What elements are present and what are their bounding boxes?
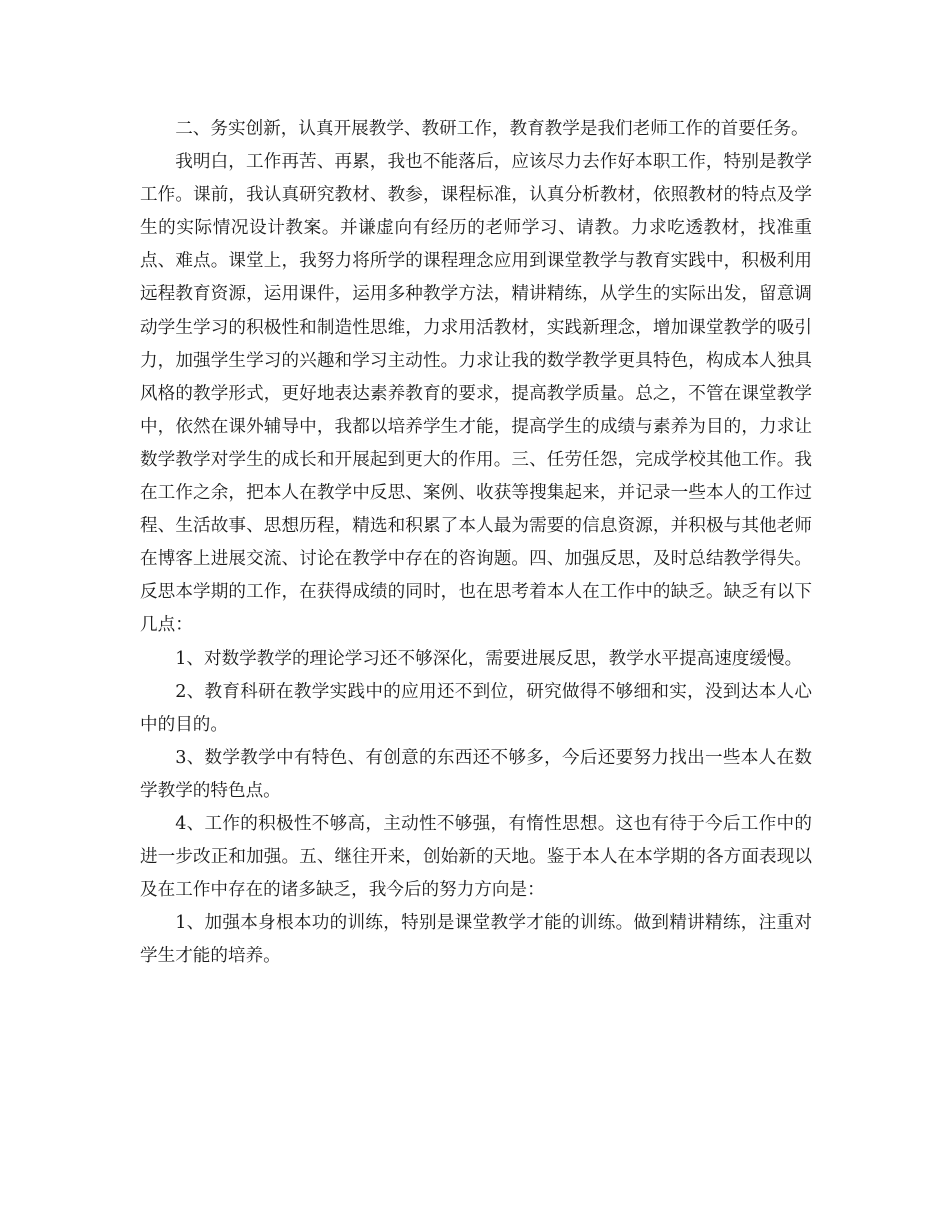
paragraph-direction-1: 1、加强本身根本功的训练，特别是课堂教学才能的训练。做到精讲精练，注重对学生才能的培养。: [140, 913, 812, 967]
paragraph-shortcoming-3: 3、数学教学中有特色、有创意的东西还不够多，今后还要努力找出一些本人在数学教学的特色点。: [140, 747, 812, 801]
paragraph-teaching-work: 我明白，工作再苦、再累，我也不能落后，应该尽力去作好本职工作，特别是教学工作。课前，我认真研究教材、教参，课程标准，认真分析教材，依照教材的特点及学生的实际情况设计教案。并谦虚向有经历的老师学习、请教。力求吃透教材，找准重点、难点。课堂上，我努力将所学的课程理念应用到课堂教学与教育实践中，积极利用远程教育资源，运用课件，运用多种教学方法，精讲精练，从学生的实际出发，留意调动学生学习的积极性和制造性思维，力求用活教材，实践新理念，增加课堂教学的吸引力，加强学生学习的兴趣和学习主动性。力求让我的数学教学更具特色，构成本人独具风格的教学形式，更好地表达素养教育的要求，提高教学质量。总之，不管在课堂教学中，依然在课外辅导中，我都以培养学生才能，提高学生的成绩与素养为目的，力求让数学教学对学生的成长和开展起到更大的作用。三、任劳任怨，完成学校其他工作。我在工作之余，把本人在教学中反思、案例、收获等搜集起来，并记录一些本人的工作过程、生活故事、思想历程，精选和积累了本人最为需要的信息资源，并积极与其他老师在博客上进展交流、讨论在教学中存在的咨询题。四、加强反思，及时总结教学得失。反思本学期的工作，在获得成绩的同时，也在思考着本人在工作中的缺乏。缺乏有以下几点：: [140, 152, 812, 636]
paragraph-shortcoming-2: 2、教育科研在教学实践中的应用还不到位，研究做得不够细和实，没到达本人心中的目的。: [140, 681, 812, 735]
document-page: [140, 113, 812, 973]
paragraph-section-two-heading: 二、务实创新，认真开展教学、教研工作，教育教学是我们老师工作的首要任务。: [175, 119, 809, 139]
paragraph-shortcoming-1: 1、对数学教学的理论学习还不够深化，需要进展反思，教学水平提高速度缓慢。: [175, 648, 803, 669]
paragraph-shortcoming-4: 4、工作的积极性不够高，主动性不够强，有惰性思想。这也有待于今后工作中的进一步改正和加强。五、继往开来，创始新的天地。鉴于本人在本学期的各方面表现以及在工作中存在的诸多缺乏，我今后的努力方向是：: [140, 813, 812, 901]
